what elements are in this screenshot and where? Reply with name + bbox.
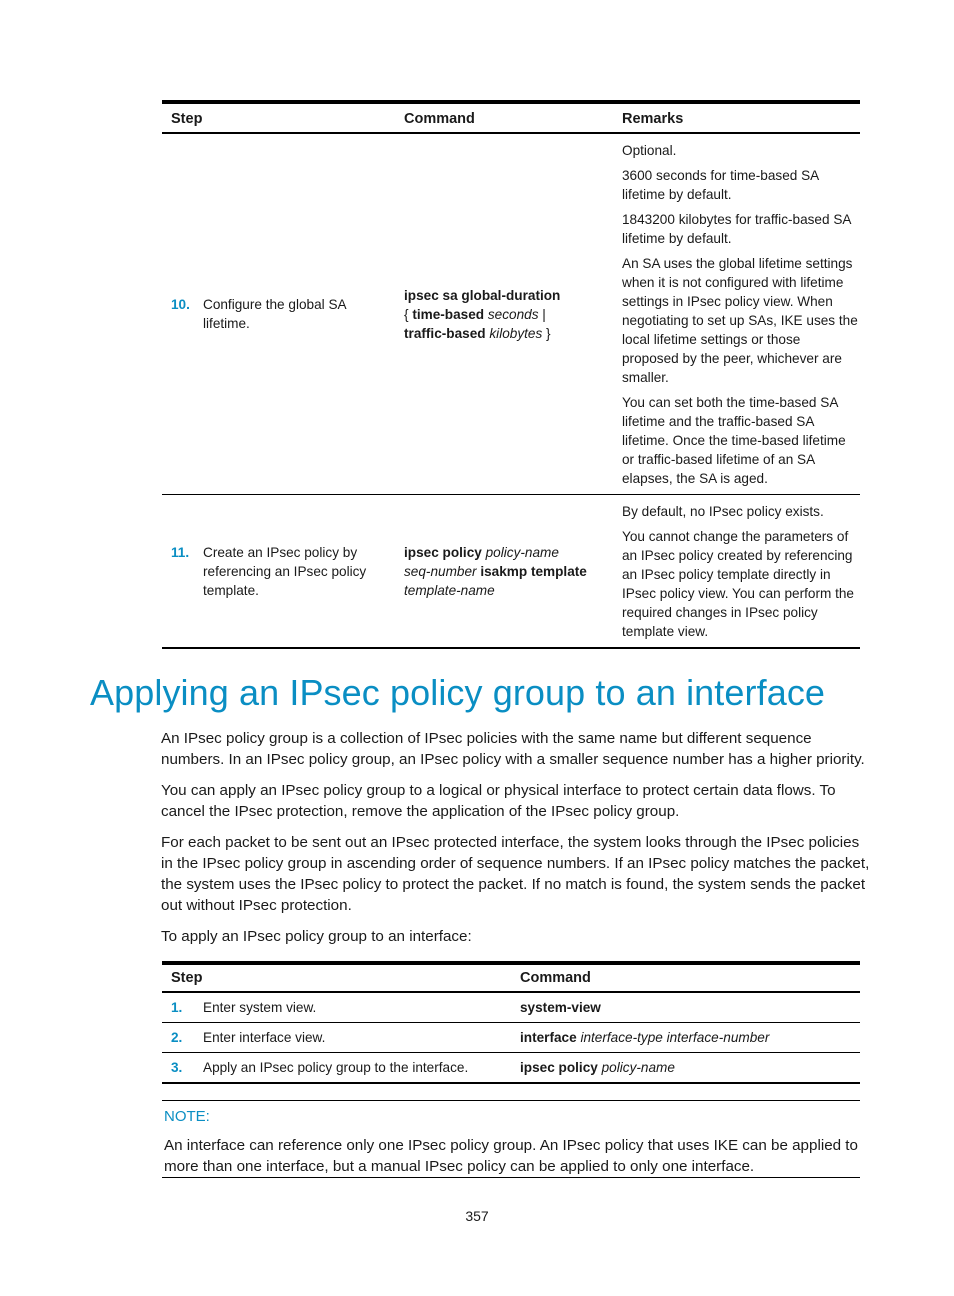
command-argument: policy-name (485, 544, 559, 560)
step-number: 2. (171, 1030, 183, 1045)
step-cell (162, 495, 395, 649)
command-keyword: ipsec policy (520, 1060, 598, 1075)
step-number: 10. (171, 297, 190, 312)
command-keyword: traffic-based (404, 325, 486, 341)
command-brace-open: { (404, 306, 409, 322)
note-box (162, 1100, 860, 1178)
remark-text: 1843200 kilobytes for traffic-based SA lifetime by default. (622, 212, 851, 246)
remarks-cell (613, 133, 860, 495)
apply-policy-table (162, 961, 860, 1084)
command-keyword: ipsec sa global-duration (404, 287, 561, 303)
remarks-cell (613, 495, 860, 649)
command-cell (511, 1023, 860, 1053)
command-argument: interface-type interface-number (580, 1030, 770, 1045)
step-number: 1. (171, 1000, 183, 1015)
note-text: An interface can reference only one IPsec policy group. An IPsec policy that uses IKE can be applied to more than one interface, but a manual IPsec policy can be applied to only one interface. (164, 1137, 858, 1175)
header-remarks: Remarks (613, 102, 860, 133)
table-header-row (162, 963, 860, 992)
body-paragraph: To apply an IPsec policy group to an interface: (161, 928, 472, 945)
table-row (162, 1023, 860, 1053)
table-row (162, 495, 860, 649)
command-keyword: interface (520, 1030, 577, 1045)
body-paragraph: An IPsec policy group is a collection of IPsec policies with the same name but different sequence numbers. In an IPsec policy group, an IPsec policy with a smaller sequence number has a higher priority. (161, 730, 865, 768)
remark-text: 3600 seconds for time-based SA lifetime by default. (622, 168, 819, 202)
command-keyword: time-based (412, 306, 485, 322)
table-row (162, 992, 860, 1023)
command-keyword: isakmp template (480, 563, 587, 579)
command-keyword: system-view (520, 1000, 601, 1015)
header-step: Step (162, 102, 395, 133)
step-number: 3. (171, 1060, 183, 1075)
remark-text: An SA uses the global lifetime settings when it is not configured with lifetime settings in IPsec policy view. When negotiating to set up SAs, IKE uses the local lifetime settings or those proposed by the peer, whichever are smaller. (622, 256, 858, 385)
remark-text: By default, no IPsec policy exists. (622, 504, 824, 519)
remark-text: You can set both the time-based SA lifetime and the traffic-based SA lifetime. Once the time-based lifetime or traffic-based lifetime of an SA elapses, the SA is aged. (622, 395, 846, 486)
step-text: Enter system view. (203, 1000, 317, 1015)
sa-lifetime-table (162, 100, 860, 649)
step-text: Create an IPsec policy by referencing an IPsec policy template. (203, 544, 367, 598)
remark-text: You cannot change the parameters of an IPsec policy created by referencing an IPsec policy template directly in IPsec policy view. You can perform the required changes in IPsec policy template view. (622, 529, 854, 639)
step-cell (162, 1053, 511, 1084)
header-command: Command (511, 963, 860, 992)
step-number: 11. (171, 544, 190, 560)
header-step: Step (162, 963, 511, 992)
table-header-row (162, 102, 860, 133)
command-brace-close: } (546, 325, 551, 341)
body-paragraph: For each packet to be sent out an IPsec protected interface, the system looks through the IPsec policies in the IPsec policy group in ascending order of sequence numbers. If an IPsec policy matches the packet, the system uses the IPsec policy to protect the packet. If no match is found, the system sends the packet out without IPsec protection. (161, 834, 870, 914)
step-text: Enter interface view. (203, 1030, 326, 1045)
command-argument: kilobytes (489, 325, 543, 341)
page-number: 357 (465, 1208, 489, 1224)
step-cell (162, 992, 511, 1023)
table-row (162, 133, 860, 495)
note-label: NOTE: (164, 1108, 210, 1125)
step-cell (162, 133, 395, 495)
step-text: Apply an IPsec policy group to the interface. (203, 1060, 469, 1075)
command-argument: seconds (487, 306, 539, 322)
section-heading: Applying an IPsec policy group to an interface (90, 672, 826, 713)
table-row (162, 1053, 860, 1084)
command-cell (395, 495, 613, 649)
command-argument: seq-number (404, 563, 477, 579)
command-cell (511, 1053, 860, 1084)
step-cell (162, 1023, 511, 1053)
command-cell (395, 133, 613, 495)
step-text: Configure the global SA lifetime. (203, 297, 346, 331)
command-cell (511, 992, 860, 1023)
command-separator: | (542, 306, 546, 322)
command-argument: policy-name (601, 1060, 675, 1075)
command-argument: template-name (404, 582, 495, 598)
body-paragraph: You can apply an IPsec policy group to a logical or physical interface to protect certain data flows. To cancel the IPsec protection, remove the application of the IPsec policy group. (161, 782, 836, 820)
header-command: Command (395, 102, 613, 133)
command-keyword: ipsec policy (404, 544, 482, 560)
remark-text: Optional. (622, 143, 677, 158)
